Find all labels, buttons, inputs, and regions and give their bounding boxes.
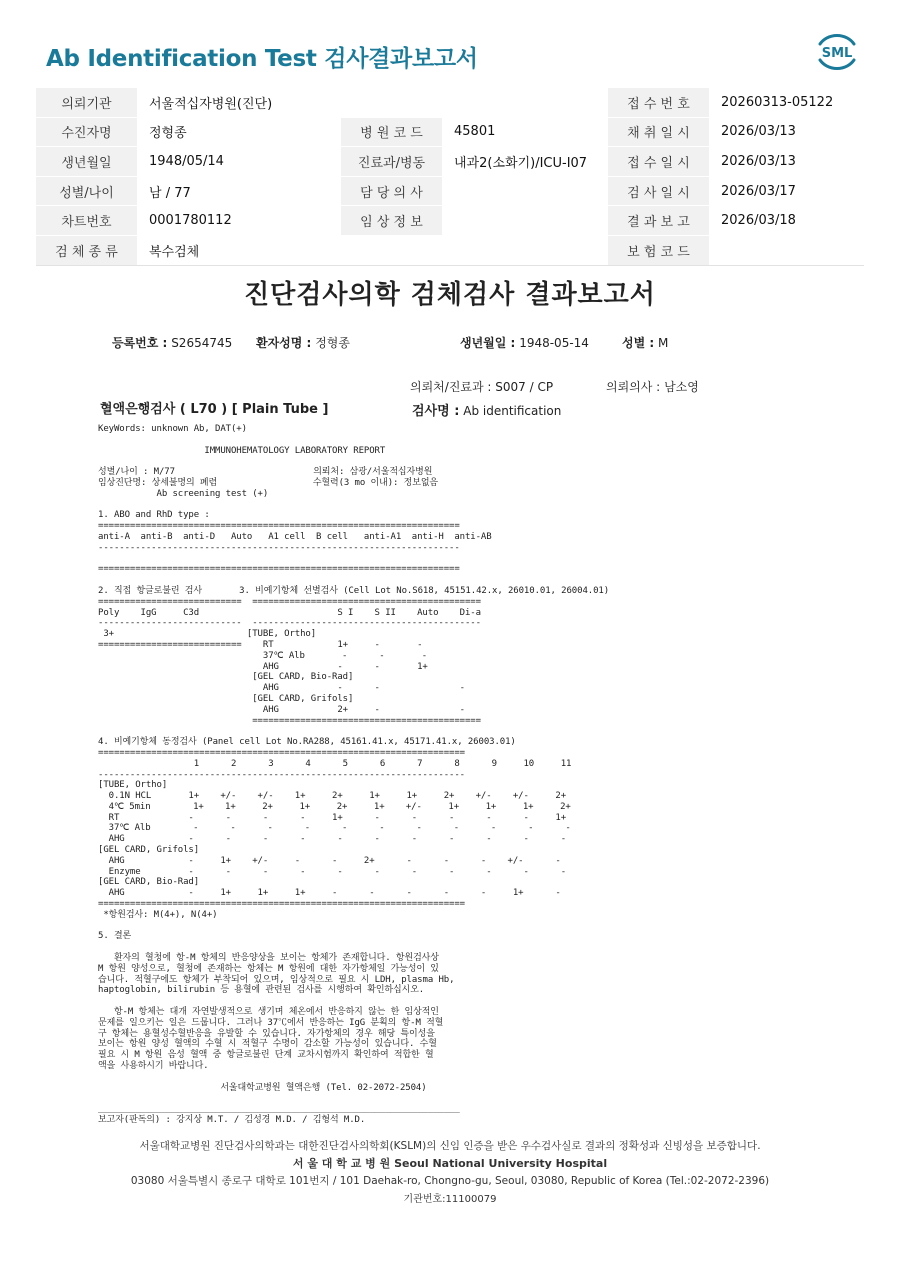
info-label: 의뢰기관 bbox=[36, 88, 137, 117]
report-line: ===================================================================== bbox=[98, 899, 465, 910]
report-line: ===================================================================== bbox=[98, 747, 465, 758]
report-line: 1. ABO and RhD type : bbox=[98, 510, 210, 521]
info-label: 접 수 번 호 bbox=[608, 88, 709, 117]
patient-sex: 성별 : M bbox=[622, 336, 669, 350]
report-line: 37℃ Alb - - - - - - - - - - - bbox=[98, 823, 571, 834]
info-value: 0001780112 bbox=[137, 206, 341, 236]
info-value: 1948/05/14 bbox=[137, 147, 341, 177]
patient-info-table bbox=[36, 88, 864, 266]
info-row bbox=[36, 88, 864, 117]
report-line: Ab screening test (+) bbox=[98, 488, 269, 499]
info-label: 임 상 정 보 bbox=[341, 206, 442, 236]
document-heading: 진단검사의학 검체검사 결과보고서 bbox=[244, 280, 656, 310]
report-line: =========================================== bbox=[98, 715, 481, 726]
report-line: AHG - - - bbox=[98, 683, 465, 694]
report-line: 5. 결론 bbox=[98, 931, 132, 942]
info-label: 차트번호 bbox=[36, 206, 137, 236]
report-line bbox=[98, 575, 609, 586]
info-value: 내과2(소화기)/ICU-I07 bbox=[442, 147, 608, 177]
info-row bbox=[36, 117, 864, 147]
info-value bbox=[442, 176, 608, 206]
report-line: [TUBE, Ortho] bbox=[98, 780, 168, 791]
report-line bbox=[98, 942, 609, 953]
report-line: ____________________________________________________________________ bbox=[98, 1104, 460, 1115]
report-line: 3+ [TUBE, Ortho] bbox=[98, 629, 317, 640]
report-title: Ab Identification Test 검사결과보고서 bbox=[46, 46, 478, 72]
report-line: 1 2 3 4 5 6 7 8 9 10 11 bbox=[98, 758, 572, 769]
report-line bbox=[98, 435, 609, 446]
report-line bbox=[98, 1072, 609, 1083]
report-line: ==================================================================== bbox=[98, 521, 460, 532]
patient-dob: 생년월일 : 1948-05-14 bbox=[460, 336, 589, 350]
info-value: 2026/03/13 bbox=[709, 147, 864, 177]
report-line: ==================================================================== bbox=[98, 564, 460, 575]
footer-institution-code: 기관번호:11100079 bbox=[403, 1194, 497, 1205]
report-line bbox=[98, 921, 609, 932]
info-value: 2026/03/18 bbox=[709, 206, 864, 236]
info-value: 서울적십자병원(진단) bbox=[137, 88, 608, 117]
info-label: 진료과/병동 bbox=[341, 147, 442, 177]
info-label: 접 수 일 시 bbox=[608, 147, 709, 177]
report-line: -------------------------------------------------------------------- bbox=[98, 542, 460, 553]
info-value: 45801 bbox=[442, 117, 608, 147]
report-line: [GEL CARD, Grifols] bbox=[98, 693, 354, 704]
report-line: 문제를 일으키는 일은 드뭅니다. 그러나 37℃에서 반응하는 IgG 분획의 항-M 적혈 bbox=[98, 1017, 444, 1028]
report-line: 4. 비예기항체 동정검사 (Panel cell Lot No.RA288, 45161.41.x, 45171.41.x, 26003.01) bbox=[98, 737, 516, 748]
report-line: =========================== =========================================== bbox=[98, 596, 481, 607]
report-line: [GEL CARD, Bio-Rad] bbox=[98, 672, 354, 683]
report-line: 서울대학교병원 혈액은행 (Tel. 02-2072-2504) bbox=[98, 1082, 427, 1093]
info-label: 수진자명 bbox=[36, 117, 137, 147]
info-label: 검 체 종 류 bbox=[36, 235, 137, 265]
info-row bbox=[36, 235, 864, 265]
report-line: 37℃ Alb - - - bbox=[98, 650, 428, 661]
report-line: 액을 사용하시기 바랍니다. bbox=[98, 1061, 209, 1072]
report-line bbox=[98, 500, 609, 511]
info-label: 병 원 코 드 bbox=[341, 117, 442, 147]
report-line: --------------------------- ------------------------------------------- bbox=[98, 618, 481, 629]
report-line: *항원검사: M(4+), N(4+) bbox=[98, 909, 218, 920]
report-line: [GEL CARD, Grifols] bbox=[98, 845, 200, 856]
logo-text: SML bbox=[821, 46, 853, 61]
info-label: 결 과 보 고 bbox=[608, 206, 709, 236]
report-line: AHG - - 1+ bbox=[98, 661, 428, 672]
report-line: 성별/나이 : M/77 의뢰처: 삼광/서울적십자병원 bbox=[98, 467, 433, 478]
report-line: =========================== RT 1+ - - bbox=[98, 639, 423, 650]
report-line: Poly IgG C3d S I S II Auto Di-a bbox=[98, 607, 481, 618]
report-line bbox=[98, 996, 609, 1007]
report-line: 임상진단명: 상세불명의 폐렴 수혈력(3 mo 이내): 정보없음 bbox=[98, 477, 439, 488]
report-line: 보이는 항원 양성 혈액의 수혈 시 적혈구 수명이 감소할 가능성이 있습니다. 수혈 bbox=[98, 1039, 437, 1050]
report-line: RT - - - - 1+ - - - - - 1+ bbox=[98, 812, 567, 823]
test-name: 검사명 : Ab identification bbox=[412, 404, 562, 419]
info-value bbox=[709, 235, 864, 265]
report-line bbox=[98, 1093, 609, 1104]
info-value: 20260313-05122 bbox=[709, 88, 864, 117]
referring-doctor: 의뢰의사 : 남소영 bbox=[606, 380, 699, 394]
info-row bbox=[36, 147, 864, 177]
test-group: 혈액은행검사 ( L70 ) [ Plain Tube ] bbox=[100, 402, 329, 417]
info-value: 복수검체 bbox=[137, 235, 608, 265]
report-line: AHG - 1+ +/- - - 2+ - - - +/- - bbox=[98, 855, 561, 866]
report-line: AHG - - - - - - - - - - - bbox=[98, 834, 567, 845]
report-line: M 항원 양성으로, 혈청에 존재하는 항체는 M 항원에 대한 자가항체일 가능성이 있 bbox=[98, 963, 439, 974]
footer-address: 03080 서울특별시 종로구 대학로 101번지 / 101 Daehak-ro, Chongno-gu, Seoul, 03080, Republic of Korea (Tel.:02-2072-2396) bbox=[130, 1175, 770, 1187]
info-label: 검 사 일 시 bbox=[608, 176, 709, 206]
report-line: [GEL CARD, Bio-Rad] bbox=[98, 877, 200, 888]
report-line: --------------------------------------------------------------------- bbox=[98, 769, 465, 780]
info-value: 남 / 77 bbox=[137, 176, 341, 206]
report-body bbox=[98, 424, 609, 1126]
report-line: 항-M 항체는 대개 자연발생적으로 생기며 체온에서 반응하지 않는 한 임상적인 bbox=[98, 1007, 439, 1018]
report-line: KeyWords: unknown Ab, DAT(+) bbox=[98, 424, 247, 434]
footer-hospital-name: 서 울 대 학 교 병 원 Seoul National University Hospital bbox=[292, 1157, 608, 1170]
report-line bbox=[98, 456, 609, 467]
referring-department: 의뢰처/진료과 : S007 / CP bbox=[410, 380, 554, 394]
info-label: 보 험 코 드 bbox=[608, 235, 709, 265]
report-line: haptoglobin, bilirubin 등 용혈에 관련된 검사를 시행하여 확인하십시오. bbox=[98, 985, 425, 996]
patient-name: 환자성명 : 정형종 bbox=[256, 336, 350, 350]
report-line: 구 항체는 용혈성수혈반응을 유발할 수 있습니다. 자가항체의 경우 해당 특이성을 bbox=[98, 1028, 435, 1039]
info-label: 담 당 의 사 bbox=[341, 176, 442, 206]
report-line: 습니다. 적혈구에도 항체가 부착되어 있으며, 임상적으로 필요 시 LDH, plasma Hb, bbox=[98, 974, 455, 985]
report-line: AHG - 1+ 1+ 1+ - - - - - 1+ - bbox=[98, 888, 561, 899]
info-label: 채 취 일 시 bbox=[608, 117, 709, 147]
info-value: 2026/03/13 bbox=[709, 117, 864, 147]
report-line bbox=[98, 726, 609, 737]
info-row bbox=[36, 206, 864, 236]
footer-certification: 서울대학교병원 진단검사의학과는 대한진단검사의학회(KSLM)의 신임 인증을 받은 우수검사실로 결과의 정확성과 신빙성을 보증합니다. bbox=[139, 1140, 761, 1152]
report-line: anti-A anti-B anti-D Auto A1 cell B cell anti-A1 anti-H anti-AB bbox=[98, 531, 492, 542]
report-line: AHG 2+ - - bbox=[98, 704, 465, 715]
info-row bbox=[36, 176, 864, 206]
report-line: 0.1N HCL 1+ +/- +/- 1+ 2+ 1+ 1+ 2+ +/- +/- 2+ bbox=[98, 791, 567, 802]
sml-logo bbox=[812, 30, 862, 74]
report-line: 2. 직접 항글로불린 검사 3. 비예기항체 선별검사 (Cell Lot No.S618, 45151.42.x, 26010.01, 26004.01) bbox=[98, 585, 610, 596]
report-line: Enzyme - - - - - - - - - - - bbox=[98, 866, 567, 877]
report-line: 4℃ 5min 1+ 1+ 2+ 1+ 2+ 1+ +/- 1+ 1+ 1+ 2+ bbox=[98, 801, 571, 812]
info-value: 정형종 bbox=[137, 117, 341, 147]
info-label: 성별/나이 bbox=[36, 176, 137, 206]
info-value: 2026/03/17 bbox=[709, 176, 864, 206]
report-line: 환자의 혈청에 항-M 항체의 반응양상을 보이는 항체가 존재합니다. 항원검사상 bbox=[98, 953, 439, 964]
report-line bbox=[98, 554, 609, 565]
report-line: IMMUNOHEMATOLOGY LABORATORY REPORT bbox=[98, 445, 386, 456]
report-line: 필요 시 M 항원 음성 혈액 중 항글로불린 단계 교차시험까지 확인하여 적합한 혈 bbox=[98, 1050, 434, 1061]
info-label: 생년월일 bbox=[36, 147, 137, 177]
report-line: 보고자(판독의) : 강지상 M.T. / 김성경 M.D. / 김형석 M.D. bbox=[98, 1115, 366, 1125]
registration-number: 등록번호 : S2654745 bbox=[112, 336, 233, 350]
info-value bbox=[442, 206, 608, 236]
